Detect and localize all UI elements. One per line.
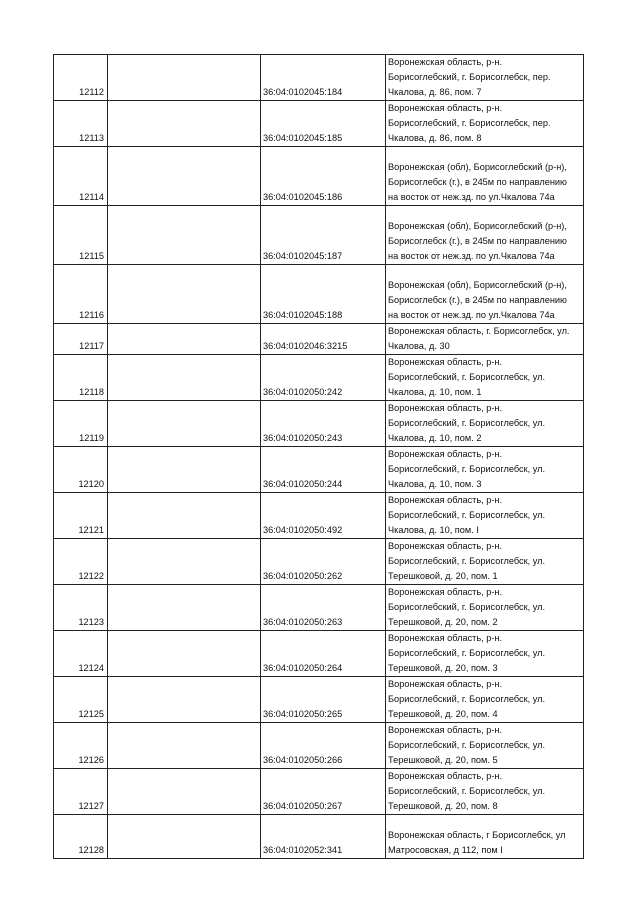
table-row	[54, 585, 584, 631]
table-row	[54, 815, 584, 859]
address-line: Матросовская, д 112, пом I	[388, 845, 503, 855]
empty-cell	[108, 401, 261, 447]
address-cell	[386, 355, 584, 401]
address-cell	[386, 723, 584, 769]
table-row	[54, 677, 584, 723]
address-line: Борисоглебский, г. Борисоглебск, ул.	[388, 464, 546, 474]
address-line: Воронежская (обл), Борисоглебский (р-н),	[388, 280, 567, 290]
address-line: Воронежская область, р-н.	[388, 771, 503, 781]
address-cell	[386, 401, 584, 447]
cadastral-number: 36:04:0102045:186	[261, 147, 386, 206]
address-line: Воронежская область, г Борисоглебск, ул	[388, 830, 566, 840]
row-number: 12127	[54, 769, 108, 815]
row-number: 12115	[54, 206, 108, 265]
address-line: Воронежская область, р-н.	[388, 495, 503, 505]
address-line: Воронежская область, р-н.	[388, 725, 503, 735]
cadastral-number: 36:04:0102045:184	[261, 55, 386, 101]
address-line: Чкалова, д. 10, пом. I	[388, 525, 479, 535]
address-line	[388, 147, 581, 160]
table-row	[54, 723, 584, 769]
cadastral-number: 36:04:0102050:243	[261, 401, 386, 447]
table-row	[54, 147, 584, 206]
table-row	[54, 631, 584, 677]
table-row	[54, 447, 584, 493]
table-row	[54, 265, 584, 324]
address-cell	[386, 539, 584, 585]
address-line: Борисоглебский, г. Борисоглебск, ул.	[388, 648, 546, 658]
address-cell	[386, 101, 584, 147]
address-line: Воронежская область, р-н.	[388, 103, 503, 113]
empty-cell	[108, 539, 261, 585]
cadastral-number: 36:04:0102045:188	[261, 265, 386, 324]
address-line	[388, 206, 581, 219]
address-cell	[386, 769, 584, 815]
cadastral-number: 36:04:0102046:3215	[261, 324, 386, 355]
cadastral-number: 36:04:0102050:264	[261, 631, 386, 677]
empty-cell	[108, 55, 261, 101]
cadastral-number: 36:04:0102050:266	[261, 723, 386, 769]
row-number: 12118	[54, 355, 108, 401]
address-line: Воронежская область, р-н.	[388, 403, 503, 413]
table-row	[54, 769, 584, 815]
address-line: Воронежская область, р-н.	[388, 449, 503, 459]
empty-cell	[108, 815, 261, 859]
address-line: Чкалова, д. 10, пом. 1	[388, 387, 482, 397]
empty-cell	[108, 585, 261, 631]
empty-cell	[108, 206, 261, 265]
address-line: Борисоглебский, г. Борисоглебск, ул.	[388, 510, 546, 520]
address-line: Чкалова, д. 10, пом. 2	[388, 433, 482, 443]
row-number: 12117	[54, 324, 108, 355]
row-number: 12125	[54, 677, 108, 723]
empty-cell	[108, 769, 261, 815]
row-number: 12123	[54, 585, 108, 631]
address-line: Чкалова, д. 10, пом. 3	[388, 479, 482, 489]
empty-cell	[108, 101, 261, 147]
table-row	[54, 206, 584, 265]
cadastral-number: 36:04:0102045:185	[261, 101, 386, 147]
empty-cell	[108, 447, 261, 493]
address-line: Терешковой, д. 20, пом. 4	[388, 709, 498, 719]
address-line	[388, 265, 581, 278]
address-cell	[386, 55, 584, 101]
empty-cell	[108, 355, 261, 401]
address-line: на восток от неж.зд. по ул.Чкалова 74а	[388, 192, 555, 202]
address-line: Борисоглебский, г. Борисоглебск, ул.	[388, 694, 546, 704]
table-row	[54, 355, 584, 401]
data-table	[53, 54, 584, 859]
address-line: Борисоглебский, г. Борисоглебск, ул.	[388, 602, 546, 612]
row-number: 12113	[54, 101, 108, 147]
row-number: 12124	[54, 631, 108, 677]
address-cell	[386, 631, 584, 677]
row-number: 12120	[54, 447, 108, 493]
address-line: Чкалова, д. 30	[388, 341, 450, 351]
cadastral-number: 36:04:0102050:244	[261, 447, 386, 493]
table-row	[54, 539, 584, 585]
empty-cell	[108, 723, 261, 769]
address-line: на восток от неж.зд. по ул.Чкалова 74а	[388, 310, 555, 320]
address-line: Борисоглебский, г. Борисоглебск, ул.	[388, 740, 546, 750]
address-line: Терешковой, д. 20, пом. 2	[388, 617, 498, 627]
address-line: Воронежская (обл), Борисоглебский (р-н),	[388, 162, 567, 172]
address-line: Борисоглебский, г. Борисоглебск, пер.	[388, 118, 551, 128]
address-cell	[386, 324, 584, 355]
cadastral-number: 36:04:0102050:492	[261, 493, 386, 539]
address-line: Чкалова, д. 86, пом. 8	[388, 133, 482, 143]
cadastral-number: 36:04:0102050:267	[261, 769, 386, 815]
address-line: Борисоглебский, г. Борисоглебск, ул.	[388, 556, 546, 566]
cadastral-number: 36:04:0102050:263	[261, 585, 386, 631]
address-line: Терешковой, д. 20, пом. 8	[388, 801, 498, 811]
empty-cell	[108, 677, 261, 723]
address-cell	[386, 447, 584, 493]
row-number: 12116	[54, 265, 108, 324]
table-body	[54, 55, 584, 859]
table-row	[54, 55, 584, 101]
address-line: Борисоглебск (г.), в 245м по направлению	[388, 295, 567, 305]
table-row	[54, 401, 584, 447]
address-line: на восток от неж.зд. по ул.Чкалова 74а	[388, 251, 555, 261]
empty-cell	[108, 147, 261, 206]
address-cell	[386, 265, 584, 324]
row-number: 12112	[54, 55, 108, 101]
empty-cell	[108, 493, 261, 539]
address-line	[388, 815, 581, 828]
address-cell	[386, 585, 584, 631]
address-line: Воронежская область, р-н.	[388, 679, 503, 689]
address-line: Воронежская область, р-н.	[388, 57, 503, 67]
address-line: Воронежская область, р-н.	[388, 587, 503, 597]
address-line: Терешковой, д. 20, пом. 5	[388, 755, 498, 765]
address-line: Воронежская (обл), Борисоглебский (р-н),	[388, 221, 567, 231]
address-line: Борисоглебский, г. Борисоглебск, ул.	[388, 786, 546, 796]
address-line: Борисоглебск (г.), в 245м по направлению	[388, 177, 567, 187]
address-line: Борисоглебский, г. Борисоглебск, ул.	[388, 418, 546, 428]
address-line: Терешковой, д. 20, пом. 3	[388, 663, 498, 673]
cadastral-number: 36:04:0102045:187	[261, 206, 386, 265]
address-line: Чкалова, д. 86, пом. 7	[388, 87, 482, 97]
cadastral-number: 36:04:0102050:262	[261, 539, 386, 585]
address-line: Борисоглебский, г. Борисоглебск, пер.	[388, 72, 551, 82]
row-number: 12122	[54, 539, 108, 585]
empty-cell	[108, 324, 261, 355]
address-line: Воронежская область, р-н.	[388, 357, 503, 367]
address-line: Воронежская область, р-н.	[388, 541, 503, 551]
address-cell	[386, 147, 584, 206]
address-line: Воронежская область, р-н.	[388, 633, 503, 643]
row-number: 12126	[54, 723, 108, 769]
empty-cell	[108, 631, 261, 677]
cadastral-number: 36:04:0102050:242	[261, 355, 386, 401]
address-line: Борисоглебск (г.), в 245м по направлению	[388, 236, 567, 246]
table-row	[54, 324, 584, 355]
address-line: Терешковой, д. 20, пом. 1	[388, 571, 498, 581]
row-number: 12119	[54, 401, 108, 447]
row-number: 12121	[54, 493, 108, 539]
empty-cell	[108, 265, 261, 324]
row-number: 12128	[54, 815, 108, 859]
cadastral-number: 36:04:0102052:341	[261, 815, 386, 859]
address-line: Борисоглебский, г. Борисоглебск, ул.	[388, 372, 546, 382]
address-line: Воронежская область, г. Борисоглебск, ул.	[388, 326, 570, 336]
address-cell	[386, 815, 584, 859]
row-number: 12114	[54, 147, 108, 206]
address-cell	[386, 206, 584, 265]
address-cell	[386, 493, 584, 539]
cadastral-number: 36:04:0102050:265	[261, 677, 386, 723]
table-row	[54, 493, 584, 539]
table-row	[54, 101, 584, 147]
address-cell	[386, 677, 584, 723]
